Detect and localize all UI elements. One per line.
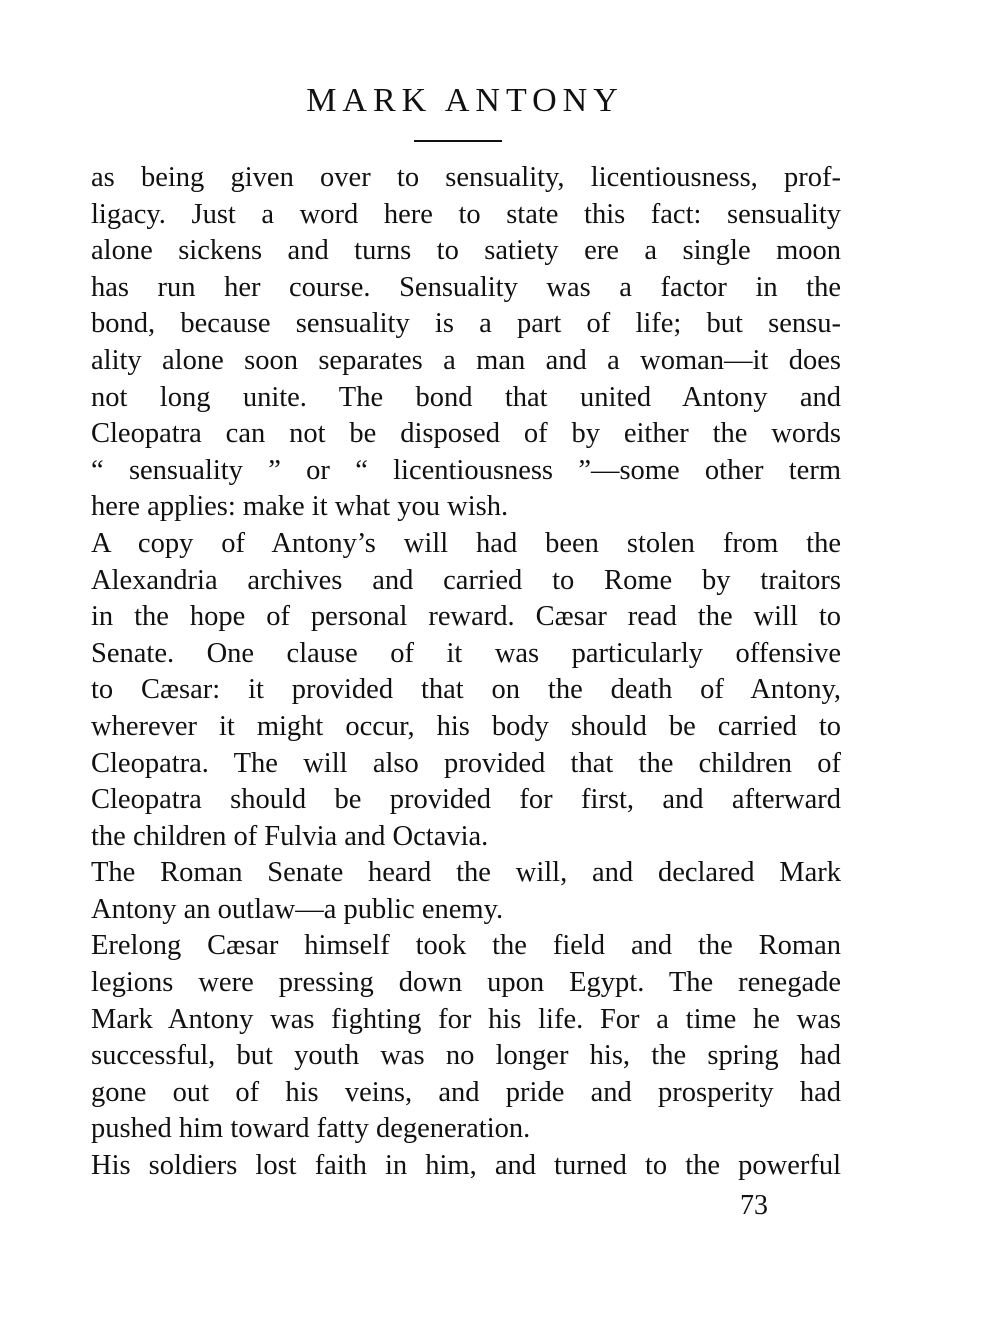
text-line: to Cæsar: it provided that on the death of Antony,	[91, 674, 841, 706]
text-line: A copy of Antony’s will had been stolen from the	[91, 527, 841, 559]
header-rule	[414, 140, 502, 142]
text-line: Alexandria archives and carried to Rome by traitors	[91, 564, 841, 596]
text-line: successful, but youth was no longer his, the spring had	[91, 1040, 841, 1072]
text-line: Antony an outlaw—a public enemy.	[91, 893, 504, 925]
text-line: the children of Fulvia and Octavia.	[91, 820, 489, 852]
text-line: bond, because sensuality is a part of life; but sensu-	[91, 308, 841, 340]
text-line: not long unite. The bond that united Antony and	[91, 381, 841, 413]
text-line: ligacy. Just a word here to state this fact: sensuality	[91, 198, 841, 230]
body-text	[91, 160, 841, 1185]
text-line: Cleopatra should be provided for first, and afterward	[91, 784, 841, 816]
text-line: Senate. One clause of it was particularly offensive	[91, 637, 841, 669]
text-line: legions were pressing down upon Egypt. The renegade	[91, 967, 841, 999]
page-number: 73	[740, 1190, 768, 1221]
text-line: Erelong Cæsar himself took the field and the Roman	[91, 930, 841, 962]
running-head: MARK ANTONY	[306, 82, 624, 119]
text-line: His soldiers lost faith in him, and turned to the powerful	[91, 1150, 841, 1182]
text-line: gone out of his veins, and pride and prosperity had	[91, 1076, 841, 1108]
text-line: Cleopatra can not be disposed of by either the words	[91, 418, 841, 450]
text-line: in the hope of personal reward. Cæsar read the will to	[91, 601, 841, 633]
text-line: wherever it might occur, his body should be carried to	[91, 710, 841, 742]
text-line: pushed him toward fatty degeneration.	[91, 1113, 531, 1145]
text-line: Mark Antony was fighting for his life. For a time he was	[91, 1003, 841, 1035]
text-line: alone sickens and turns to satiety ere a single moon	[91, 235, 841, 267]
text-line: The Roman Senate heard the will, and declared Mark	[91, 857, 841, 889]
text-line: as being given over to sensuality, licentiousness, prof-	[91, 162, 841, 193]
text-line: ality alone soon separates a man and a woman—it does	[91, 344, 841, 376]
text-line: “ sensuality ” or “ licentiousness ”—some other term	[91, 454, 841, 486]
text-line: Cleopatra. The will also provided that the children of	[91, 747, 841, 779]
text-line: here applies: make it what you wish.	[91, 491, 509, 523]
text-line: has run her course. Sensuality was a factor in the	[91, 271, 841, 303]
